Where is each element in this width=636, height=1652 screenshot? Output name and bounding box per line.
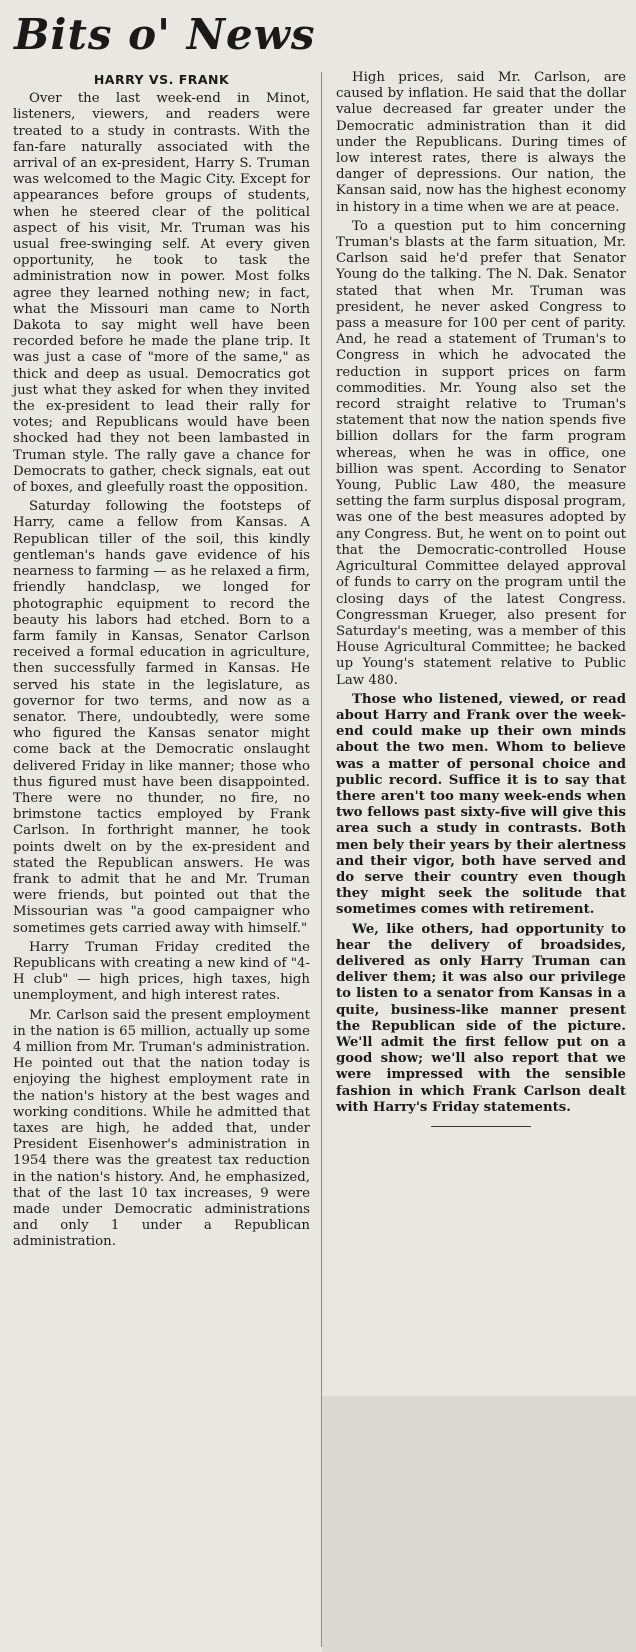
paragraph: High prices, said Mr. Carlson, are caused by inflation. He said that the dollar value decreased far greater under the Democratic administration than it did under the Republicans. During times of low interest rates, there is always the danger of depressions. Our nation, the Kansan said, now has the highest economy in history in a time when we are at peace. — [336, 70, 626, 215]
masthead-title: Bits o' News — [14, 10, 316, 59]
blank-background-area — [322, 1396, 636, 1652]
paragraph: Saturday following the footsteps of Harry, came a fellow from Kansas. A Republican tiller of the soil, this kindly gentleman's hands gave evidence of his nearness to farming — as he relaxed a firm, friendly handclasp, we longed for photographic equipment to record the beauty his labors had etched. Born to a farm family in Kansas, Senator Carlson received a formal education in agriculture, then successfully farmed in Kansas. He served his state in the legislature, as governor for two terms, and now as a senator. There, undoubtedly, were some who figured the Kansas senator might come back at the Democratic onslaught delivered Friday in like manner; those who thus figured must have been disappointed. There were no thunder, no fire, no brimstone tactics employed by Frank Carlson. In forthright manner, he took points dwelt on by the ex-president and stated the Republican answers. He was frank to admit that he and Mr. Truman were friends, but pointed out that the Missourian was "a good campaigner who sometimes gets carried away with himself." — [13, 499, 310, 936]
paragraph: Over the last week-end in Minot, listeners, viewers, and readers were treated to a study in contrasts. With the fan-fare naturally associated with the arrival of an ex-president, Harry S. Truman was welcomed to the Magic City. Except for appearances before groups of students, when he steered clear of the political aspect of his visit, Mr. Truman was his usual free-swinging self. At every given opportunity, he took to task the administration now in power. Most folks agree they learned nothing new; in fact, what the Missouri man came to North Dakota to say might well have been recorded before he made the plane trip. It was just a case of "more of the same," as thick and deep as usual. Democratics got just what they asked for when they invited the ex-president to lead their rally for votes; and Republicans would have been shocked had they not been lambasted in Truman style. The rally gave a chance for Democrats to gather, check signals, eat out of boxes, and gleefully roast the opposition. — [13, 91, 310, 496]
paragraph-bold: We, like others, had opportunity to hear the delivery of broadsides, delivered as only Harry Truman can deliver them; it was also our privilege to listen to a senator from Kansas in a quite, business-like manner present the Republican side of the picture. We'll admit the first fellow put on a good show; we'll also report that we were impressed with the sensible fashion in which Frank Carlson dealt with Harry's Friday statements. — [336, 921, 626, 1115]
paragraph: Harry Truman Friday credited the Republicans with creating a new kind of "4-H club" — high prices, high taxes, high unemployment, and high interest rates. — [13, 939, 310, 1004]
end-of-article-rule — [431, 1126, 531, 1127]
article-headline: HARRY VS. FRANK — [93, 72, 230, 87]
paragraph-bold: Those who listened, viewed, or read about Harry and Frank over the week-end could make up their own minds about the two men. Whom to believe was a matter of personal choice and public record. Suffice it is to say that there aren't too many week-ends when two fellows past sixty-five will give this area such a study in contrasts. Both men bely their years by their alertness and their vigor, both have served and do serve their country even though they might seek the solitude that sometimes comes with retirement. — [336, 691, 626, 918]
paragraph: Mr. Carlson said the present employment in the nation is 65 million, actually up some 4 million from Mr. Truman's administration. He pointed out that the nation today is enjoying the highest employment rate in the nation's history at the best wages and working conditions. While he admitted that taxes are high, he added that, under President Eisenhower's administration in 1954 there was the greatest tax reduction in the nation's history. And, he emphasized, that of the last 10 tax increases, 9 were made under Democratic administrations and only 1 under a Republican administration. — [13, 1007, 310, 1250]
left-column — [13, 72, 310, 1254]
right-column — [336, 70, 626, 1127]
paragraph: To a question put to him concerning Truman's blasts at the farm situation, Mr. Carlson said he'd prefer that Senator Young do the talking. The N. Dak. Senator stated that when Mr. Truman was president, he never asked Congress to pass a measure for 100 per cent of parity. And, he read a statement of Truman's to Congress in which he advocated the reduction in support prices on farm commodities. Mr. Young also set the record straight relative to Truman's statement that now the nation spends five billion dollars for the farm program whereas, when he was in office, one billion was spent. According to Senator Young, Public Law 480, the measure setting the farm surplus disposal program, was one of the best measures adopted by any Congress. But, he went on to point out that the Democratic-controlled House Agricultural Committee delayed approval of funds to carry on the program until the closing days of the latest Congress. Congressman Krueger, also present for Saturday's meeting, was a member of this House Agricultural Committee; he backed up Young's statement relative to Public Law 480. — [336, 218, 626, 688]
